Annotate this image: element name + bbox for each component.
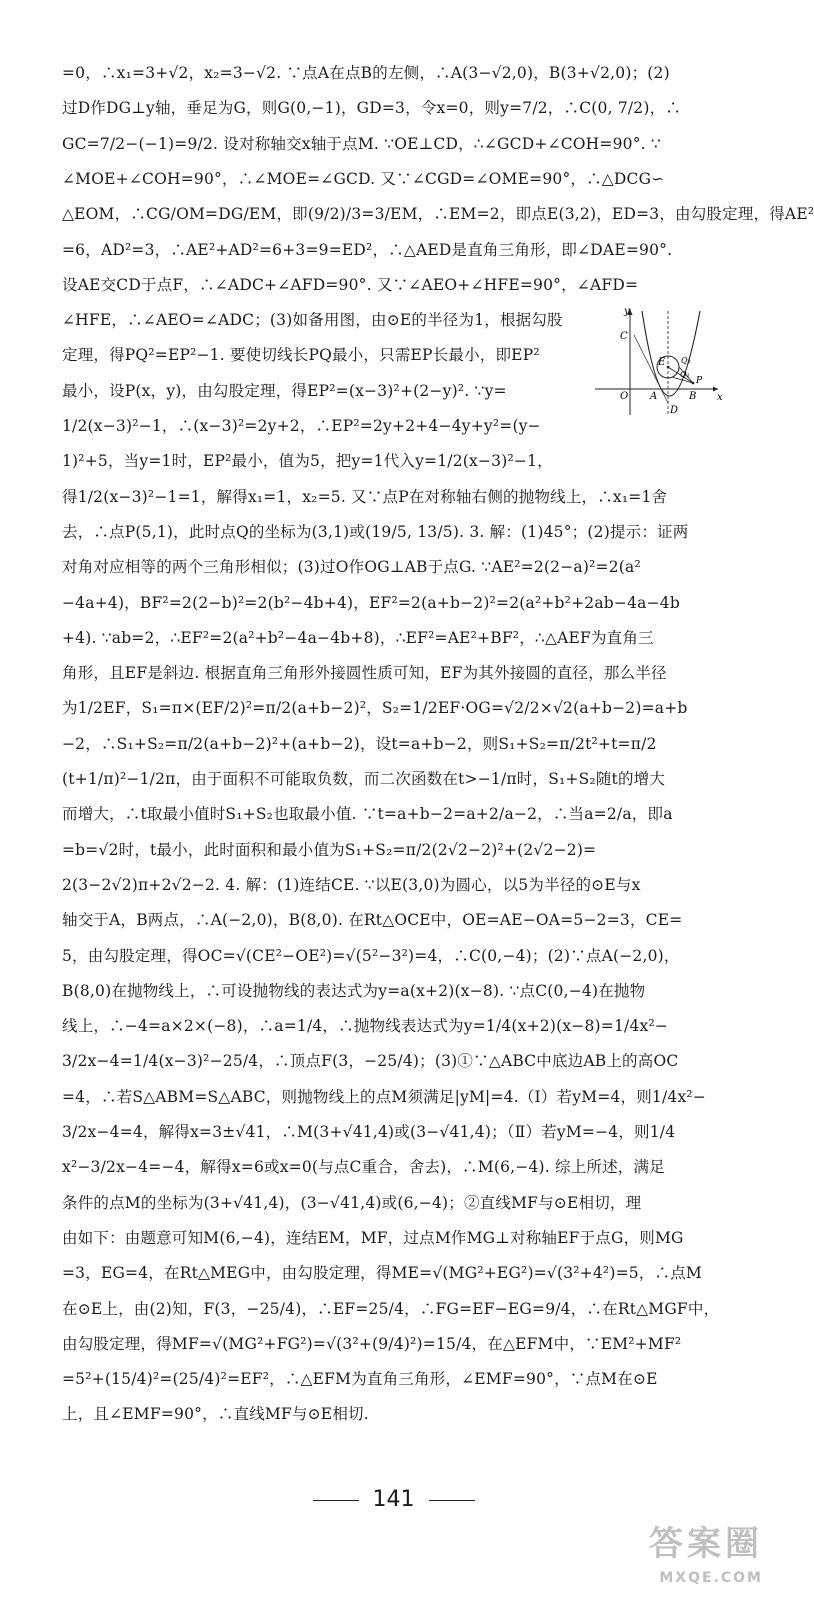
text-line: 1)²+5，当y=1时，EP²最小，值为5，把y=1代入y=1/2(x−3)²−1， [62,452,553,471]
text-line: ∠MOE+∠COH=90°，∴∠MOE=∠GCD. 又∵∠CGD=∠OME=90°，∴△DCG∽ [62,169,665,188]
label-c: C [620,331,628,342]
label-q1: Q₁ [680,370,690,379]
text-line: 定理，得PQ²=EP²−1. 要使切线长PQ最小，只需EP长最小，即EP² [62,346,540,365]
text-line: =6，AD²=3，∴AE²+AD²=6+3=9=ED²，∴△AED是直角三角形，即∠DAE=90°. [62,240,673,259]
text-line: 3/2x−4=1/4(x−3)²−25/4，∴顶点F(3，−25/4)；(3)①∵△ABC中底边AB上的高OC [62,1052,679,1071]
text-line: =4，∴若S△ABM=S△ABC，则抛物线上的点M须满足|yM|=4.（Ⅰ）若yM=4，则1/4x²− [62,1087,707,1106]
text-line: =0，∴x₁=3+√2，x₂=3−√2. ∵点A在点B的左侧，∴A(3−√2,0)，B(3+√2,0)；(2) [62,64,670,82]
watermark-title: 答案圈 [649,1524,763,1564]
parabola-curve [642,311,700,396]
text-line: ∠HFE，∴∠AEO=∠ADC；(3)如备用图，由⊙E的半径为1，根据勾股 [62,311,563,330]
label-d: D [670,405,679,416]
text-line: 为1/2EF，S₁=π×(EF/2)²=π/2(a+b−2)²，S₂=1/2EF·OG=√2/2×√2(a+b−2)=a+b [62,699,688,718]
text-line: 上，且∠EMF=90°，∴直线MF与⊙E相切. [62,1405,369,1424]
text-line: 在⊙E上，由(2)知，F(3，−25/4)，∴EF=25/4，∴FG=EF−EG=9/4，∴在Rt△MGF中， [62,1299,720,1318]
text-line: GC=7/2−(−1)=9/2. 设对称轴交x轴于点M. ∵OE⊥CD，∴∠GCD+∠COH=90°. ∵ [62,134,661,153]
text-line: 得1/2(x−3)²−1=1，解得x₁=1，x₂=5. 又∵点P在对称轴右侧的抛物线上，∴x₁=1舍 [62,487,668,506]
label-q2: Q₂ [681,356,691,365]
text-line: 5，由勾股定理，得OC=√(CE²−OE²)=√(5²−3²)=4，∴C(0,−4)；(2)∵点A(−2,0)， [62,946,680,965]
label-e: E [658,357,666,368]
text-line: 由勾股定理，得MF=√(MG²+FG²)=√(3²+(9/4)²)=15/4，在△EFM中，∵EM²+MF² [62,1334,682,1353]
watermark-logo [619,1516,769,1586]
label-y: y [624,306,630,317]
text-line: 角形，且EF是斜边. 根据直角三角形外接圆性质可知，EF为其外接圆的直径，那么半径 [62,664,667,683]
parabola-figure [590,305,725,420]
text-line: 过D作DG⊥y轴，垂足为G，则G(0,−1)，GD=3，令x=0，则y=7/2，∴C(0, 7/2)，∴ [62,99,682,118]
text-line: 1/2(x−3)²−1，∴(x−3)²=2y+2，∴EP²=2y+2+4−4y+y²=(y− [62,417,541,435]
text-line: −2，∴S₁+S₂=π/2(a+b−2)²+(a+b−2)，设t=a+b−2，则S₁+S₂=π/2t²+t=π/2 [62,734,657,753]
label-a: A [650,391,658,402]
text-line: +4). ∵ab=2，∴EF²=2(a²+b²−4a−4b+8)，∴EF²=AE²+BF²，∴△AEF为直角三 [62,628,654,647]
x-axis-arrow-icon [713,387,718,392]
text-line: =b=√2时，t最小，此时面积和最小值为S₁+S₂=π/2(2√2−2)²+(2√2−2)= [62,840,597,859]
page-number-dash-left [313,1500,359,1501]
label-p: P [696,376,703,386]
label-b: B [689,391,697,402]
text-line: 3/2x−4=4，解得x=3±√41，∴M(3+√41,4)或(3−√41,4)；（Ⅱ）若yM=−4，则1/4 [62,1123,676,1141]
page-number-text: 141 [372,1487,415,1512]
text-line: 对角对应相等的两个三角形相似；(3)过O作OG⊥AB于点G. ∵AE²=2(2−a)²=2(a² [62,558,641,577]
label-x: x [717,392,723,403]
point-e [667,366,670,369]
text-line: △EOM，∴CG/OM=DG/EM，即(9/2)/3=3/EM，∴EM=2，即点E(3,2)，ED=3，由勾股定理，得AE² [62,205,814,224]
text-line: =5²+(15/4)²=(25/4)²=EF²，∴△EFM为直角三角形，∠EMF=90°，∵点M在⊙E [62,1370,658,1389]
text-line: 而增大，∴t取最小值时S₁+S₂也取最小值. ∵t=a+b−2=a+2/a−2，∴当a=2/a，即a [62,805,673,824]
text-line: x²−3/2x−4=−4，解得x=6或x=0(与点C重合，舍去)，∴M(6,−4). 综上所述，满足 [62,1158,665,1177]
text-line: 由如下：由题意可知M(6,−4)，连结EM，MF，过点M作MG⊥对称轴EF于点G，则MG [62,1228,684,1247]
text-line: 设AE交CD于点F，∴∠ADC+∠AFD=90°. 又∵∠AEO+∠HFE=90°，∠AFD= [62,275,639,294]
point-p [692,382,695,385]
text-line: (t+1/π)²−1/2π，由于面积不可能取负数，而二次函数在t>−1/π时，S₁+S₂随t的增大 [62,770,666,788]
text-line: 最小，设P(x，y)，由勾股定理，得EP²=(x−3)²+(2−y)². ∵y= [62,381,507,400]
text-line: 去，∴点P(5,1)，此时点Q的坐标为(3,1)或(19/5, 13/5). 3. 解：(1)45°；(2)提示：证两 [62,522,689,541]
text-line: 条件的点M的坐标为(3+√41,4)，(3−√41,4)或(6,−4)；②直线MF与⊙E相切，理 [62,1193,642,1212]
text-line: 轴交于A，B两点，∴A(−2,0)，B(8,0). 在Rt△OCE中，OE=AE−OA=5−2=3，CE= [62,911,683,930]
label-o: O [620,391,629,402]
text-line: B(8,0)在抛物线上，∴可设抛物线的表达式为y=a(x+2)(x−8). ∵点C(0,−4)在抛物 [62,981,646,1000]
page-number [0,1487,787,1512]
text-line: −4a+4)，BF²=2(2−b)²=2(b²−4b+4)，EF²=2(a+b−2)²=2(a²+b²+2ab−4a−4b [62,593,680,612]
text-line: 线上，∴−4=a×2×(−8)，∴a=1/4，∴抛物线表达式为y=1/4(x+2)(x−8)=1/4x²− [62,1017,669,1036]
page-number-dash-right [429,1500,475,1501]
watermark-url: MXQE.COM [659,1570,763,1586]
text-line: 2(3−2√2)π+2√2−2. 4. 解：(1)连结CE. ∵以E(3,0)为圆心，以5为半径的⊙E与x [62,875,641,894]
text-line: =3，EG=4，在Rt△MEG中，由勾股定理，得ME=√(MG²+EG²)=√(3²+4²)=5，∴点M [62,1264,703,1283]
